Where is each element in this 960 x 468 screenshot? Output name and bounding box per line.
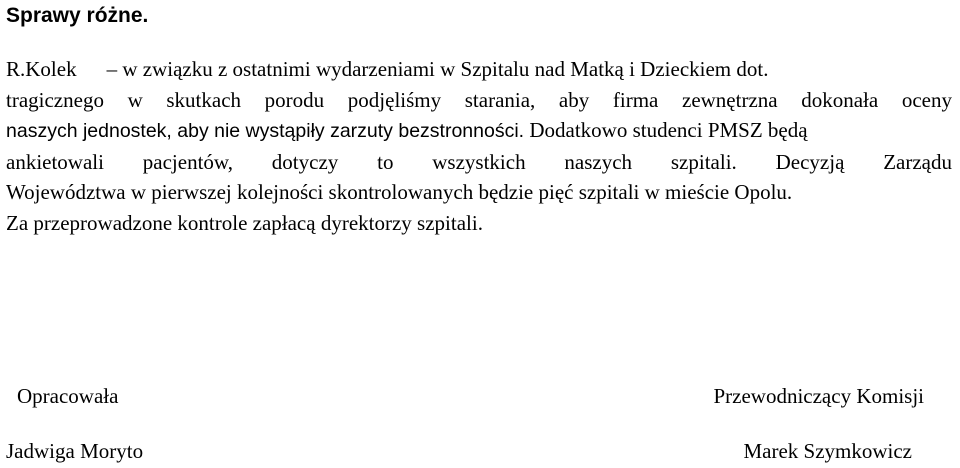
signature-title-right: Przewodniczący Komisji	[713, 384, 924, 408]
dash: –	[106, 57, 118, 81]
paragraph-line-2: tragicznego w skutkach porodu podjęliśmy starania, aby firma zewnętrzna dokonała oceny	[6, 87, 952, 112]
paragraph-text: w związku z ostatnimi wydarzeniami w Szpitalu nad Matką i Dzieckiem dot.	[122, 57, 769, 81]
signature-name-left: Jadwiga Moryto	[6, 439, 144, 463]
signature-title-left: Opracowała	[17, 384, 119, 408]
paragraph-line-3	[6, 115, 952, 147]
paragraph-text-sans: naszych jednostek, aby nie wystąpiły zarzuty bezstronności.	[6, 120, 525, 143]
paragraph-line-6: Za przeprowadzone kontrole zapłacą dyrektorzy szpitali.	[6, 210, 483, 235]
paragraph-line-5: Województwa w pierwszej kolejności skontrolowanych będzie pięć szpitali w mieście Opolu.	[6, 180, 793, 205]
paragraph-line-1	[6, 54, 952, 85]
body-paragraph	[6, 54, 952, 239]
paragraph-text: Dodatkowo studenci PMSZ będą	[529, 118, 808, 143]
paragraph-line-4: ankietowali pacjentów, dotyczy to wszystkich naszych szpitali. Decyzją Zarządu	[6, 149, 952, 174]
signature-name-right: Marek Szymkowicz	[743, 439, 912, 463]
section-heading: Sprawy różne.	[6, 4, 149, 27]
author-name: R.Kolek	[6, 57, 77, 81]
